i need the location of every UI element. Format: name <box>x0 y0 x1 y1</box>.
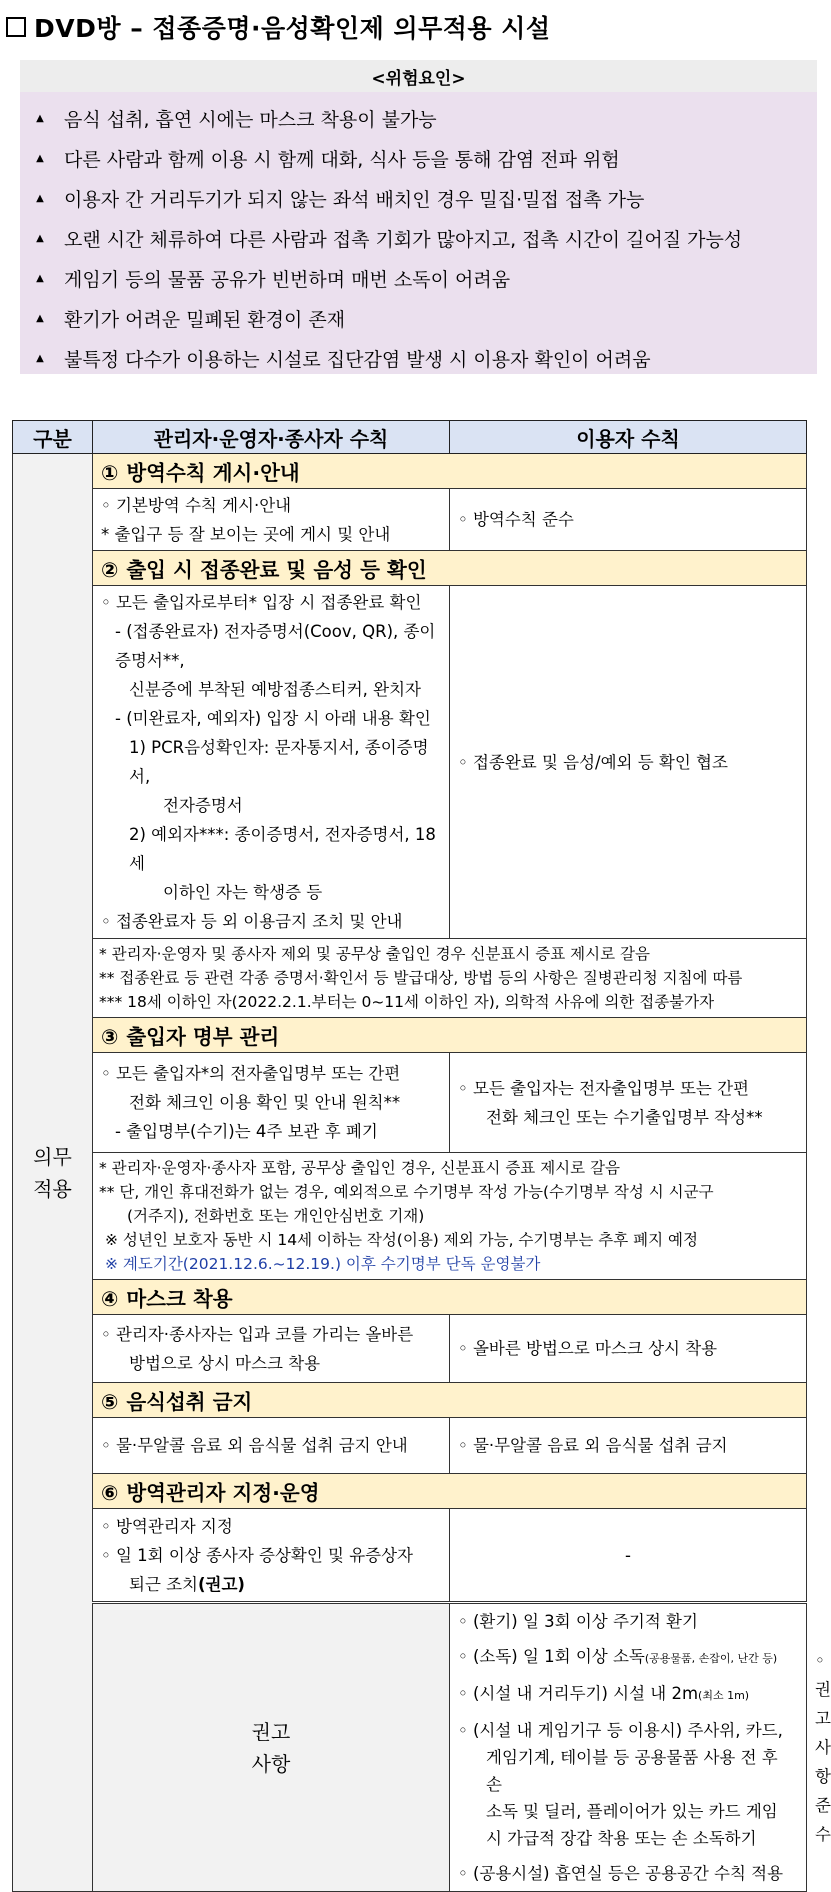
rule-line: 신분증에 부착된 예방접종스티커, 완치자 <box>129 680 421 699</box>
header-manager: 관리자·운영자·종사자 수칙 <box>93 421 450 454</box>
manager-rule <box>93 489 450 551</box>
table-row <box>13 1418 807 1474</box>
rule-small-text: (공용물품, 손잡이, 난간 등) <box>644 1652 778 1665</box>
category-recommend <box>93 1603 450 1892</box>
section-title-text: 마스크 착용 <box>126 1287 233 1311</box>
category-label: 의무 <box>33 1144 72 1169</box>
category-label: 적용 <box>33 1176 72 1201</box>
user-rule: ◦ 방역수칙 준수 <box>450 489 807 551</box>
checkbox-square-icon <box>6 17 26 37</box>
section-row <box>13 551 807 586</box>
section-number: ④ <box>101 1287 119 1311</box>
rule-text: ◦ (시설 내 거리두기) 시설 내 2m <box>458 1684 699 1703</box>
section-title-text: 음식섭취 금지 <box>126 1390 253 1414</box>
triangle-bullet-icon: ▲ <box>36 192 44 204</box>
note-line: ** 접종완료 등 관련 각종 증명서·확인서 등 발급대상, 방법 등의 사항은 질병관리청 지침에 따름 <box>99 969 743 987</box>
rule-line: 게임기계, 테이블 등 공용물품 사용 전 후 손 <box>486 1748 778 1794</box>
rule-line: ◦ (공용시설) 흡연실 등은 공용공간 수칙 적용 <box>458 1864 784 1883</box>
risk-heading: <위험요인> <box>20 60 817 92</box>
header-category: 구분 <box>13 421 93 454</box>
section-notes <box>93 939 807 1018</box>
page-title <box>6 6 551 48</box>
table-row <box>13 1053 807 1153</box>
risk-item-text: 다른 사람과 함께 이용 시 함께 대화, 식사 등을 통해 감염 전파 위험 <box>64 148 620 171</box>
risk-item <box>30 298 817 338</box>
rule-line: 소독 및 딜러, 플레이어가 있는 카드 게임 <box>486 1802 778 1821</box>
section-row <box>13 1383 807 1418</box>
risk-factor-box <box>20 60 817 374</box>
risk-item-text: 환기가 어려운 밀폐된 환경이 존재 <box>64 308 346 331</box>
section-notes <box>93 1153 807 1280</box>
table-row <box>13 586 807 939</box>
rule-line <box>101 1570 441 1599</box>
rules-table <box>12 420 831 1892</box>
risk-item-text: 음식 섭취, 흡연 시에는 마스크 착용이 불가능 <box>64 108 437 131</box>
section-title <box>93 1280 807 1315</box>
table-row <box>13 1315 807 1383</box>
table-row <box>13 489 807 551</box>
section-title <box>93 1018 807 1053</box>
manager-rule <box>450 1603 807 1892</box>
rule-line: 시 가급적 장갑 착용 또는 손 소독하기 <box>486 1829 757 1848</box>
risk-item-text: 오랜 시간 체류하여 다른 사람과 접촉 기회가 많아지고, 접촉 시간이 길어질 가능성 <box>64 228 743 251</box>
section-number: ① <box>101 461 119 485</box>
risk-item <box>30 258 817 298</box>
table-header-row <box>13 421 807 454</box>
rule-line: ◦ (환기) 일 3회 이상 주기적 환기 <box>458 1612 698 1631</box>
section-row <box>13 454 807 489</box>
recommend-tag: (권고) <box>198 1574 245 1594</box>
note-line: *** 18세 이하인 자(2022.2.1.부터는 0~11세 이하인 자), 의학적 사유에 의한 접종불가자 <box>99 993 715 1011</box>
section-number: ⑥ <box>101 1481 119 1505</box>
section-title <box>93 551 807 586</box>
triangle-bullet-icon: ▲ <box>36 112 44 124</box>
rule-line: ◦ 관리자·종사자는 입과 코를 가리는 올바른 <box>101 1324 414 1344</box>
manager-rule <box>93 1053 450 1153</box>
rule-line: ◦ 모든 출입자로부터* 입장 시 접종완료 확인 <box>101 593 422 612</box>
rule-line: ◦ (시설 내 게임기구 등 이용시) 주사위, 카드, <box>458 1721 783 1740</box>
section-row <box>13 1280 807 1315</box>
section-title-text: 출입 시 접종완료 및 음성 등 확인 <box>126 558 427 582</box>
rule-line: - 출입명부(수기)는 4주 보관 후 폐기 <box>115 1122 378 1141</box>
notes-row <box>13 939 807 1018</box>
title-text: DVD방 – 접종증명·음성확인제 의무적용 시설 <box>34 14 551 43</box>
user-rule: ◦ 물·무알콜 음료 외 음식물 섭취 금지 <box>450 1418 807 1474</box>
triangle-bullet-icon: ▲ <box>36 152 44 164</box>
note-line: ※ 계도기간(2021.12.6.~12.19.) 이후 수기명부 단독 운영불가 <box>105 1255 541 1273</box>
risk-list <box>20 92 817 378</box>
table-row: 권고 사항 ◦ (환기) 일 3회 이상 주기적 환기 ◦ (소독) 일 1회 이상 소독(공용물품, 손잡이, 난간 등) ◦ (시설 내 거리두기) 시설 내 2m(최소 1m) ◦ (시설 내 게임기구 등 이용시) 주사위, 카드, 게임기계, 테이블 등 공용물품 사용 전 후 손 소독 및 딜러, 플레이어가 있는 카드 게임 시 가급적 장갑 착용 또는 손 소독하기 ◦ (공용시설) 흡연실 등은 공용공간 수칙 적용 ◦ 권고사항 준수 <box>13 1603 807 1892</box>
notes-row <box>13 1153 807 1280</box>
rule-line: ◦ 접종완료자 등 외 이용금지 조치 및 안내 <box>101 912 403 931</box>
risk-item-text: 이용자 간 거리두기가 되지 않는 좌석 배치인 경우 밀집·밀접 접촉 가능 <box>64 188 645 211</box>
section-title-text: 방역관리자 지정·운영 <box>126 1481 320 1505</box>
rule-line: 전화 체크인 이용 확인 및 안내 원칙** <box>129 1093 401 1112</box>
section-title <box>93 454 807 489</box>
section-title-text: 출입자 명부 관리 <box>126 1025 280 1049</box>
note-line: ※ 성년인 보호자 동반 시 14세 이하는 작성(이용) 제외 가능, 수기명부는 추후 폐지 예정 <box>105 1231 698 1249</box>
triangle-bullet-icon: ▲ <box>36 352 44 364</box>
rule-line: 2) 예외자***: 종이증명서, 전자증명서, 18세 <box>129 825 436 873</box>
section-number: ② <box>101 558 119 582</box>
user-rule: - <box>450 1509 807 1603</box>
table-row <box>13 1509 807 1603</box>
rule-line: 전화 체크인 또는 수기출입명부 작성** <box>486 1107 763 1127</box>
rule-line <box>458 1643 798 1672</box>
risk-item <box>30 138 817 178</box>
risk-item <box>30 218 817 258</box>
rule-line: ◦ 일 1회 이상 종사자 증상확인 및 유증상자 <box>101 1545 413 1565</box>
rule-line: ◦ 모든 출입자*의 전자출입명부 또는 간편 <box>101 1064 401 1083</box>
category-mandatory <box>13 454 93 1892</box>
rule-line: 전자증명서 <box>163 796 243 815</box>
manager-rule <box>93 1509 450 1603</box>
header-user: 이용자 수칙 <box>450 421 807 454</box>
rule-line: 이하인 자는 학생증 등 <box>163 883 323 902</box>
note-line: (거주지), 전화번호 또는 개인안심번호 기재) <box>127 1207 425 1225</box>
manager-rule: ◦ 물·무알콜 음료 외 음식물 섭취 금지 안내 <box>93 1418 450 1474</box>
user-rule: ◦ 접종완료 및 음성/예외 등 확인 협조 <box>450 586 807 939</box>
triangle-bullet-icon: ▲ <box>36 312 44 324</box>
triangle-bullet-icon: ▲ <box>36 232 44 244</box>
rule-line: ◦ 방역관리자 지정 <box>101 1516 233 1536</box>
rule-line: - (접종완료자) 전자증명서(Coov, QR), 종이증명서**, <box>115 622 436 670</box>
risk-item-text: 게임기 등의 물품 공유가 빈번하며 매번 소독이 어려움 <box>64 268 511 291</box>
note-line: * 관리자·운영자·종사자 포함, 공무상 출입인 경우, 신분표시 증표 제시로 갈음 <box>99 1159 620 1177</box>
risk-item <box>30 178 817 218</box>
category-label: 사항 <box>251 1751 291 1776</box>
manager-rule <box>93 1315 450 1383</box>
rule-line: ◦ 모든 출입자는 전자출입명부 또는 간편 <box>458 1078 749 1098</box>
section-row <box>13 1474 807 1509</box>
rule-text: 퇴근 조치 <box>129 1574 199 1594</box>
user-rule: ◦ 올바른 방법으로 마스크 상시 착용 <box>450 1315 807 1383</box>
rule-small-text: (최소 1m) <box>698 1689 750 1702</box>
rule-line <box>458 1680 798 1709</box>
section-number: ⑤ <box>101 1390 119 1414</box>
rule-line: - (미완료자, 예외자) 입장 시 아래 내용 확인 <box>115 709 431 728</box>
category-label: 권고 <box>251 1719 291 1744</box>
rule-line: 방법으로 상시 마스크 착용 <box>129 1353 321 1373</box>
risk-item <box>30 338 817 378</box>
rule-line: ◦ 기본방역 수칙 게시·안내 <box>101 495 292 515</box>
rule-line: 1) PCR음성확인자: 문자통지서, 종이증명서, <box>129 738 429 786</box>
risk-item-text: 불특정 다수가 이용하는 시설로 집단감염 발생 시 이용자 확인이 어려움 <box>64 348 651 371</box>
triangle-bullet-icon: ▲ <box>36 272 44 284</box>
risk-item <box>30 98 817 138</box>
note-line: ** 단, 개인 휴대전화가 없는 경우, 예외적으로 수기명부 작성 가능(수기명부 작성 시 시군구 <box>99 1183 714 1201</box>
rule-text: ◦ (소독) 일 1회 이상 소독 <box>458 1647 645 1666</box>
section-title <box>93 1383 807 1418</box>
section-title <box>93 1474 807 1509</box>
user-rule <box>450 1053 807 1153</box>
section-title-text: 방역수칙 게시·안내 <box>126 461 300 485</box>
section-row <box>13 1018 807 1053</box>
note-line: * 관리자·운영자 및 종사자 제외 및 공무상 출입인 경우 신분표시 증표 제시로 갈음 <box>99 945 650 963</box>
rule-line: * 출입구 등 잘 보이는 곳에 게시 및 안내 <box>101 524 391 544</box>
manager-rule <box>93 586 450 939</box>
section-number: ③ <box>101 1025 119 1049</box>
